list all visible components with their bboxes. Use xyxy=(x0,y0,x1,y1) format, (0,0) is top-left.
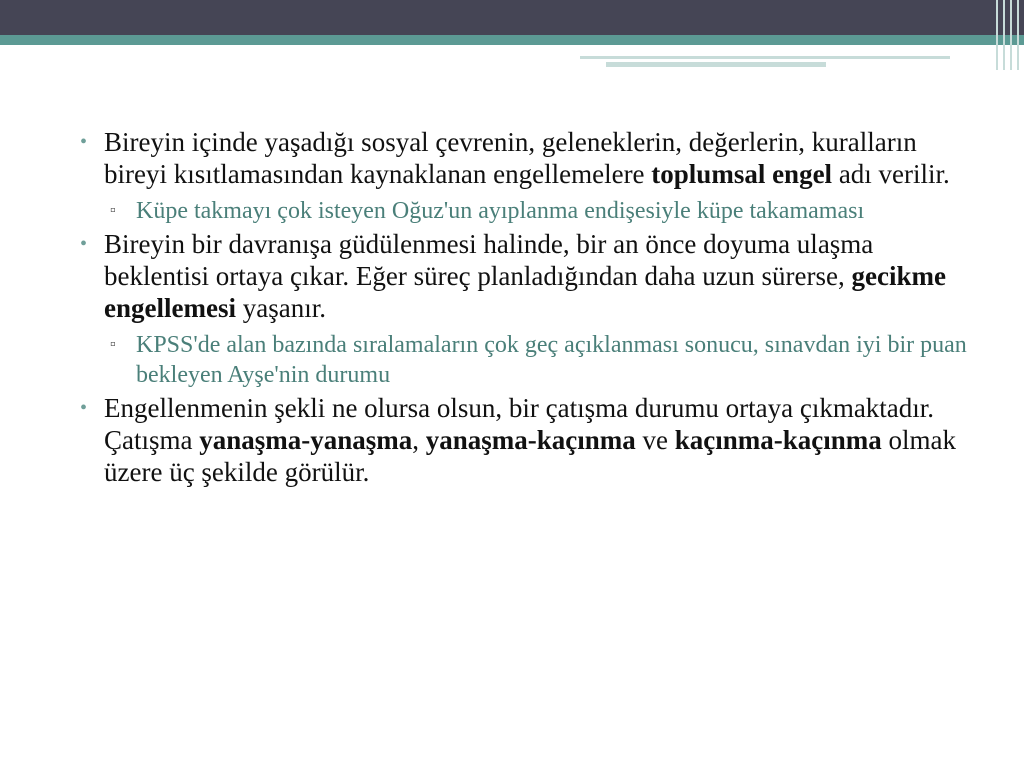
bullet-icon: • xyxy=(80,233,88,255)
bullet-text-1: Bireyin içinde yaşadığı sosyal çevrenin, geleneklerin, değerlerin, kuralların bireyi kısıtlamasından kaynaklanan engellemelere toplumsal engel adı verilir. xyxy=(104,127,950,189)
term-gecikme-engellemesi: gecikme engellemesi xyxy=(104,261,946,323)
bullet-item-3 xyxy=(80,392,970,488)
header-stripe xyxy=(996,0,998,70)
header-thin-line-2 xyxy=(606,62,826,67)
header-stripe xyxy=(1003,0,1005,70)
bullet-text-3: Engellenmenin şekli ne olursa olsun, bir çatışma durumu ortaya çıkmaktadır. Çatışma yanaşma-yanaşma, yanaşma-kaçınma ve kaçınma-kaçınma olmak üzere üç şekilde görülür. xyxy=(104,393,957,487)
header-teal-line xyxy=(0,35,1024,45)
header-thin-line xyxy=(580,56,950,59)
sub-bullet-text-1: Küpe takmayı çok isteyen Oğuz'un ayıplanma endişesiyle küpe takamaması xyxy=(136,198,865,224)
sub-bullet-icon: ▫ xyxy=(110,202,116,219)
bullet-icon: • xyxy=(80,397,88,419)
header-dark-band xyxy=(0,0,1024,35)
header-stripe xyxy=(1017,0,1019,70)
sub-bullet-text-2: KPSS'de alan bazında sıralamaların çok geç açıklanması sonucu, sınavdan iyi bir puan bekleyen Ayşe'nin durumu xyxy=(136,332,967,388)
slide-content xyxy=(80,126,970,494)
header-decoration xyxy=(0,0,1024,35)
bullet-item-1 xyxy=(80,126,970,190)
term-toplumsal-engel: toplumsal engel xyxy=(651,159,833,189)
term-kacinma-kacinma: kaçınma-kaçınma xyxy=(674,425,882,455)
term-yanasma-kacinma: yanaşma-kaçınma xyxy=(425,425,636,455)
sub-bullet-item-2 xyxy=(80,330,970,390)
bullet-icon: • xyxy=(80,131,88,153)
sub-bullet-icon: ▫ xyxy=(110,336,116,353)
header-stripe xyxy=(1010,0,1012,70)
bullet-text-2: Bireyin bir davranışa güdülenmesi halinde, bir an önce doyuma ulaşma beklentisi ortaya çıkar. Eğer süreç planladığından daha uzun sürerse, gecikme engellemesi yaşanır. xyxy=(104,229,946,323)
sub-bullet-item-1 xyxy=(80,196,970,226)
term-yanasma-yanasma: yanaşma-yanaşma xyxy=(199,425,413,455)
bullet-item-2 xyxy=(80,228,970,324)
